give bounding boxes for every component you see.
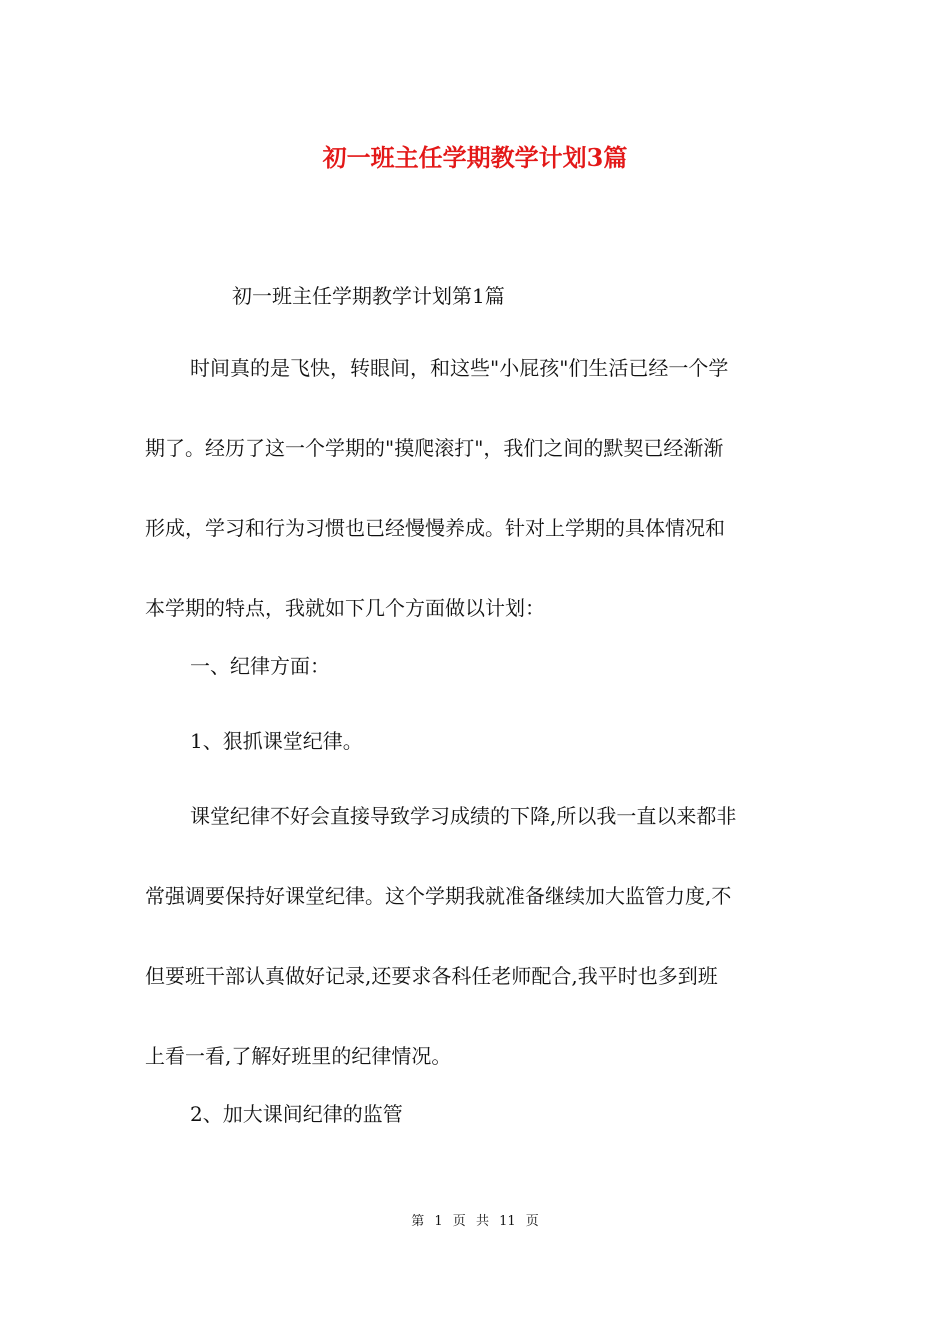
- section-heading-discipline: [145, 626, 810, 706]
- page-footer: [0, 1210, 950, 1229]
- footer-page-number: 1: [434, 1214, 443, 1229]
- paragraph-line: 时间真的是飞快，转眼间，和这些"小屁孩"们生活已经一个学: [190, 356, 729, 380]
- paragraph-line: 期了。经历了这一个学期的"摸爬滚打"，我们之间的默契已经渐渐: [145, 436, 724, 460]
- paragraph-classroom-discipline: [145, 776, 810, 1096]
- section-subtitle: 初一班主任学期教学计划第1篇: [232, 284, 505, 308]
- paragraph-line: 常强调要保持好课堂纪律。这个学期我就准备继续加大监管力度,不: [145, 884, 732, 908]
- paragraph-line: 一、纪律方面：: [190, 654, 330, 678]
- paragraph-line: 1、狠抓课堂纪律。: [190, 729, 363, 753]
- paragraph-line: 本学期的特点，我就如下几个方面做以计划：: [145, 596, 545, 620]
- footer-total-pages: 11: [499, 1214, 516, 1229]
- paragraph-intro: [145, 328, 810, 648]
- paragraph-line: 课堂纪律不好会直接导致学习成绩的下降,所以我一直以来都非: [190, 804, 737, 828]
- footer-prefix: 第: [411, 1214, 425, 1229]
- footer-page-label: 页: [452, 1214, 466, 1229]
- paragraph-line: 但要班干部认真做好记录,还要求各科任老师配合,我平时也多到班: [145, 964, 718, 988]
- paragraph-line: 上看一看,了解好班里的纪律情况。: [145, 1044, 452, 1068]
- footer-suffix: 页: [525, 1214, 539, 1229]
- subheading-break-discipline: [145, 1074, 810, 1154]
- document-title: 初一班主任学期教学计划3篇: [322, 143, 628, 172]
- footer-total-label: 共: [475, 1214, 489, 1229]
- paragraph-line: 形成，学习和行为习惯也已经慢慢养成。针对上学期的具体情况和: [145, 516, 725, 540]
- paragraph-line: 2、加大课间纪律的监管: [190, 1102, 403, 1126]
- subheading-classroom-discipline: [145, 701, 810, 781]
